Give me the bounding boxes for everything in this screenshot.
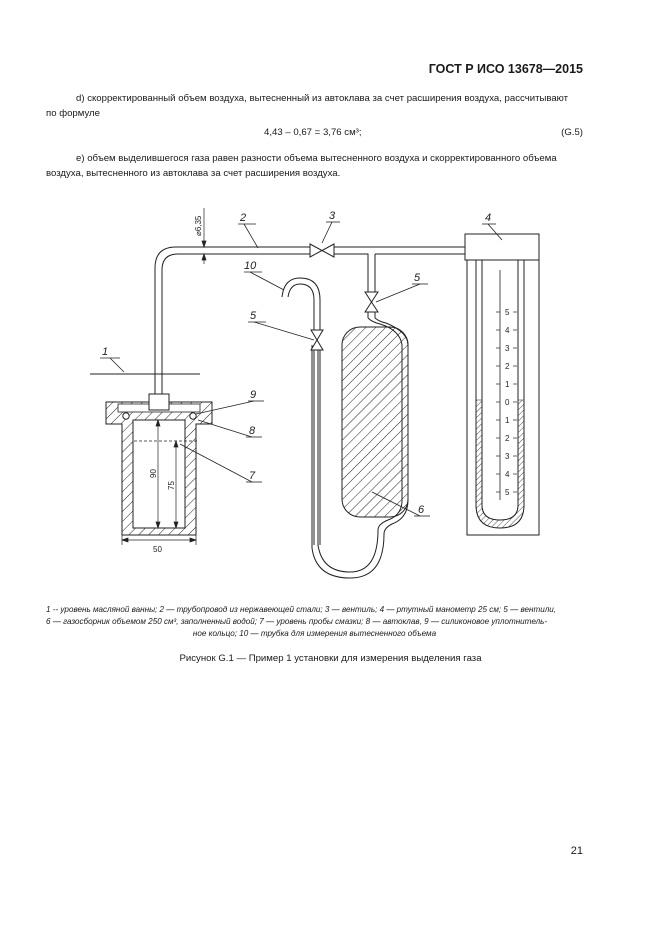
callout-7: 7 [249,470,256,482]
legend-line-3: ное кольцо; 10 — трубка для измерения вытесненного объема [192,629,437,638]
figure-legend [46,604,583,640]
scale-upper-label: 4 [505,326,510,335]
steel-pipe [155,247,465,396]
paragraph-e-line2: воздуха, вытесненного из автоклава за счет расширения воздуха. [46,168,341,179]
scale-upper-label: 0 [505,398,510,407]
scale-upper-label: 5 [505,308,510,317]
figure-caption: Рисунок G.1 — Пример 1 установки для измерения выделения газа [179,653,482,664]
scale-lower-label: 3 [505,452,510,461]
document-header: ГОСТ Р ИСО 13678—2015 [428,62,583,76]
dim-height-outer: 90 [149,469,158,478]
formula-number: (G.5) [561,127,583,138]
scale-upper-label: 3 [505,344,510,353]
callout-2: 2 [240,212,247,224]
formula-expression: 4,43 – 0,67 = 3,76 см³; [264,127,362,138]
paragraph-d-line2: по формуле [46,108,100,119]
dim-pipe-diameter: ⌀6,35 [194,215,203,236]
scale-lower-label: 2 [505,434,510,443]
scale-lower-label: 4 [505,470,510,479]
mercury-manometer [465,234,539,535]
measuring-tube [282,278,320,545]
dim-width: 50 [153,545,162,554]
callout-8: 8 [249,425,256,437]
valve-5-right [365,292,378,318]
callout-5-right: 5 [414,272,421,284]
gas-collector [312,318,408,578]
page-number: 21 [570,845,583,857]
callout-5-left: 5 [250,310,257,322]
scale-lower-label: 5 [505,488,510,497]
dim-height-inner: 75 [167,481,176,490]
scale-lower-label: 1 [505,416,510,425]
valve-3 [310,244,334,257]
manometer-scale [505,308,510,497]
paragraph-d-line1: d) скорректированный объем воздуха, вытесненный из автоклава за счет расширения воздуха, рассчитывают [76,93,569,104]
callout-3: 3 [329,210,336,222]
scale-upper-label: 2 [505,362,510,371]
legend-line-2: 6 — газосборник объемом 250 см³, заполненный водой; 7 — уровень пробы смазки; 8 — автоклав, 9 — силиконовое уплотнитель- [46,617,548,626]
scale-upper-label: 1 [505,380,510,389]
callout-6: 6 [418,504,425,516]
callout-1: 1 [102,346,109,358]
callout-4: 4 [485,212,492,224]
callout-9: 9 [250,389,257,401]
callout-10: 10 [244,260,257,272]
paragraph-e-line1: e) объем выделившегося газа равен разности объема вытесненного воздуха и скорректированного объема [76,153,557,164]
legend-line-1: 1 -- уровень масляной ванны; 2 — трубопровод из нержавеющей стали; 3 — вентиль; 4 — ртутный манометр 25 см; 5 — вентили, [46,605,557,614]
autoclave [106,394,212,535]
